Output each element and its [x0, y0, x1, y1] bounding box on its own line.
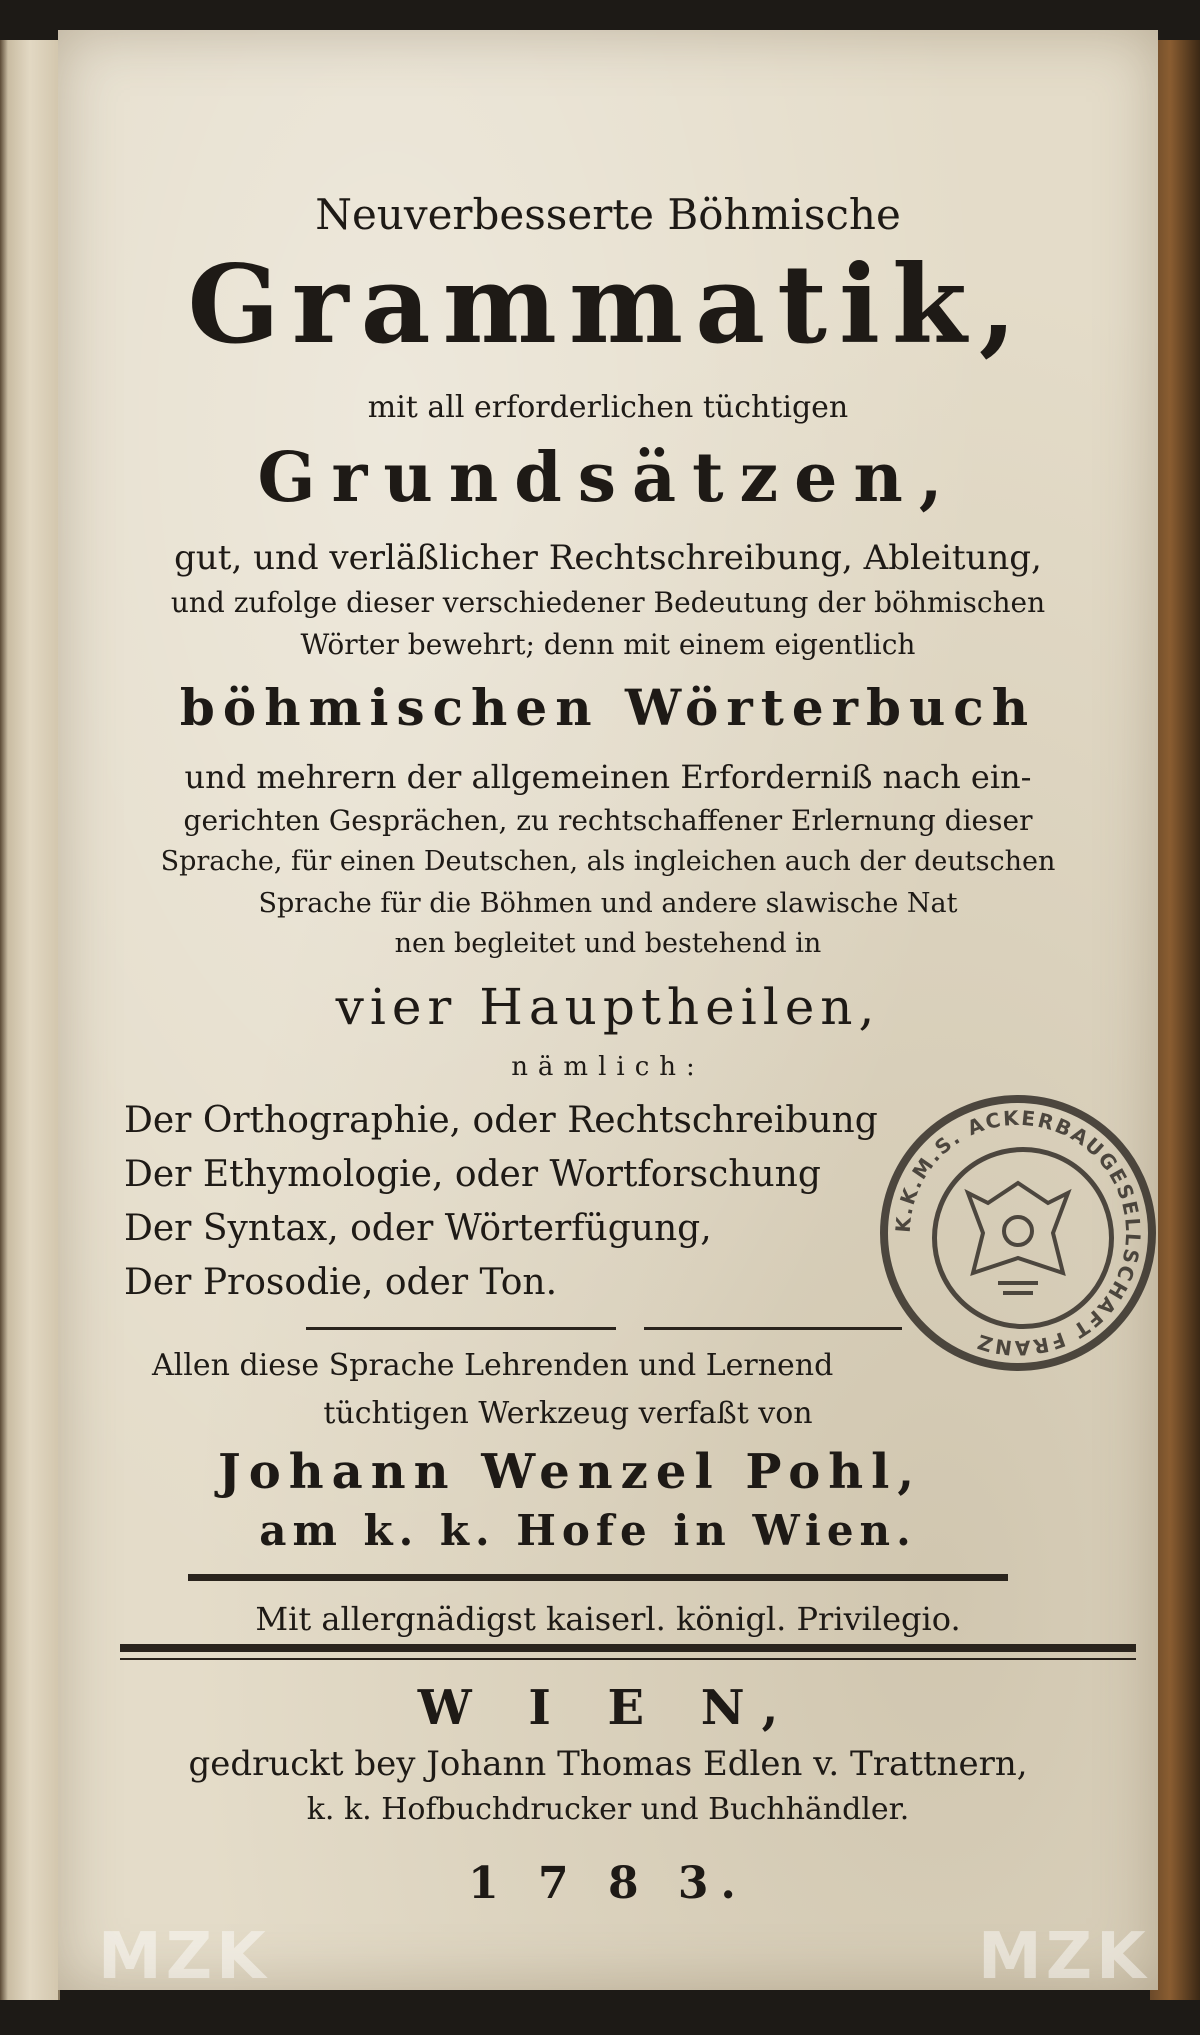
- rule-thick-2: [120, 1644, 1136, 1652]
- divider-short: [306, 1327, 616, 1330]
- author-court: am k. k. Hofe in Wien.: [259, 1506, 917, 1555]
- title-main: Grammatik,: [187, 242, 1029, 368]
- description-line-8: nen begleitet und bestehend in: [394, 928, 822, 959]
- description-line-5: gerichten Gesprächen, zu rechtschaffener Erlernung dieser: [183, 804, 1033, 837]
- author-name: Johann Wenzel Pohl,: [218, 1444, 923, 1500]
- description-line-7: Sprache für die Böhmen und andere slawische Nat: [258, 888, 958, 919]
- stamp-inner-ring: [932, 1147, 1114, 1329]
- parts-list: [124, 1094, 878, 1310]
- description-line-3: Wörter bewehrt; denn mit einem eigentlich: [300, 628, 916, 661]
- library-stamp: [880, 1095, 1156, 1371]
- part-syntax: Der Syntax, oder Wörterfügung,: [124, 1208, 712, 1249]
- imprint-role: k. k. Hofbuchdrucker und Buchhändler.: [306, 1792, 910, 1827]
- title-page: [58, 30, 1158, 1994]
- description-heading: böhmischen Wörterbuch: [179, 678, 1037, 737]
- description-line-1: gut, und verläßlicher Rechtschreibung, Ableitung,: [174, 538, 1042, 578]
- watermark-left: MZK: [98, 1920, 270, 1994]
- divider-short-2: [644, 1327, 902, 1330]
- adjacent-page-edge: [0, 40, 60, 2000]
- imprint-city: W I E N,: [417, 1680, 799, 1736]
- author-line-1: Allen diese Sprache Lehrenden und Lernend: [152, 1348, 834, 1383]
- title-line-2: mit all erforderlichen tüchtigen: [367, 390, 849, 425]
- watermark-right: MZK: [978, 1920, 1150, 1994]
- privilege-text: Mit allergnädigst kaiserl. königl. Privilegio.: [255, 1600, 961, 1638]
- part-orthography: Der Orthographie, oder Rechtschreibung: [124, 1100, 878, 1141]
- rule-thick-1: [188, 1574, 1008, 1581]
- svg-text:K.K.M.S. ACKERBAUGESELLSCHAFT: K.K.M.S. ACKERBAUGESELLSCHAFT FRANZ: [890, 1105, 1146, 1361]
- parts-heading: vier Hauptheilen,: [335, 978, 881, 1036]
- imprint-printer: gedruckt bey Johann Thomas Edlen v. Trattnern,: [188, 1744, 1028, 1784]
- title-line-1: Neuverbesserte Böhmische: [315, 190, 901, 239]
- namely-label: nämlich:: [511, 1052, 705, 1082]
- description-line-2: und zufolge dieser verschiedener Bedeutung der böhmischen: [170, 586, 1046, 619]
- title-main-2: Grundsätzen,: [257, 438, 959, 518]
- part-prosody: Der Prosodie, oder Ton.: [124, 1262, 558, 1303]
- description-line-6: Sprache, für einen Deutschen, als ingleichen auch der deutschen: [160, 846, 1056, 877]
- author-line-2: tüchtigen Werkzeug verfaßt von: [323, 1396, 813, 1431]
- part-etymology: Der Ethymologie, oder Wortforschung: [124, 1154, 821, 1195]
- description-line-4: und mehrern der allgemeinen Erforderniß nach ein-: [184, 758, 1032, 796]
- rule-thin: [120, 1658, 1136, 1660]
- imprint-year: 1 7 8 3.: [468, 1858, 748, 1909]
